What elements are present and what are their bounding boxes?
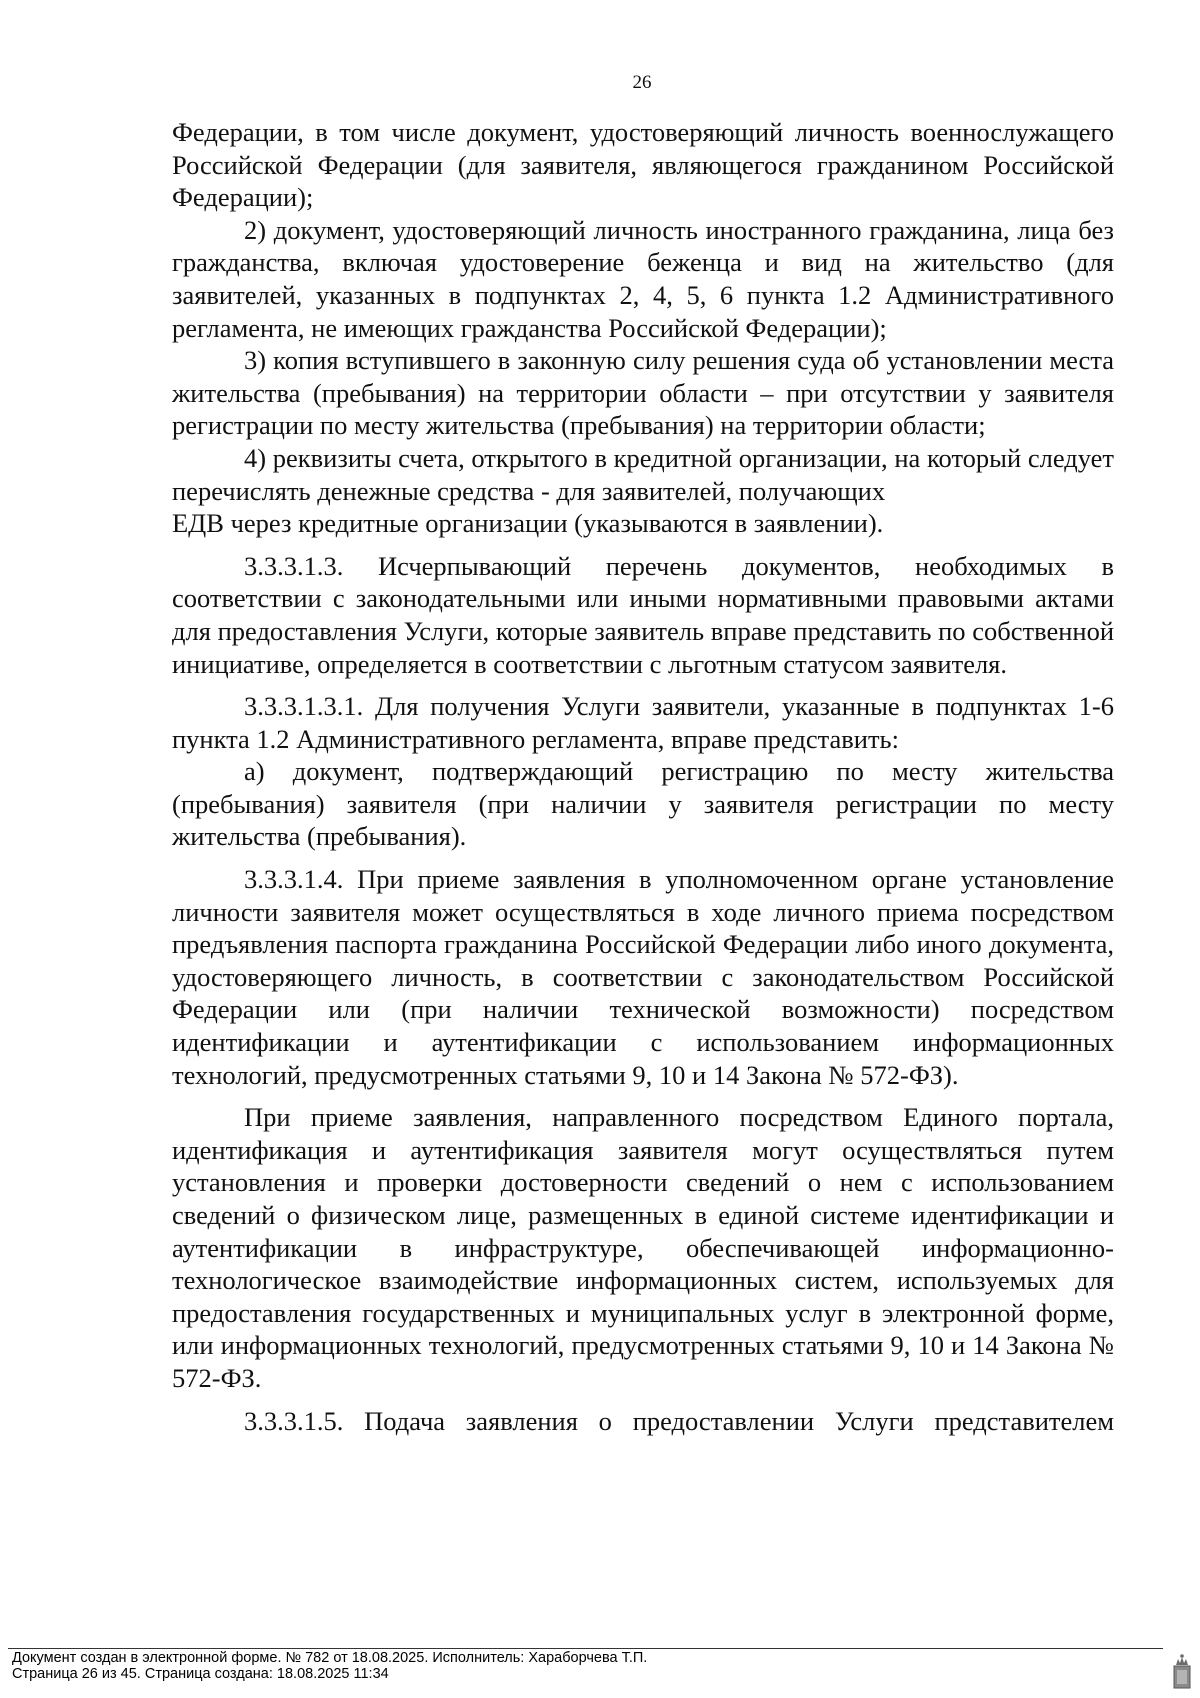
- footer-document-info: Документ создан в электронной форме. № 782 от 18.08.2025. Исполнитель: Хараборчева Т.П.: [12, 1650, 648, 1666]
- document-footer: [12, 1650, 647, 1682]
- footer-divider: [8, 1648, 1163, 1649]
- page-number: 26: [632, 72, 652, 93]
- section-3-3-3-1-3-1: 3.3.3.1.3.1. Для получения Услуги заявители, указанные в подпунктах 1-6 пункта 1.2 Административного регламента, вправе представить:: [172, 691, 1114, 754]
- footer-page-info: Страница 26 из 45. Страница создана: 18.08.2025 11:34: [12, 1666, 389, 1682]
- section-3-3-3-1-5: 3.3.3.1.5. Подача заявления о предоставлении Услуги представителем: [244, 1405, 1114, 1436]
- paragraph-unified-portal: При приеме заявления, направленного посредством Единого портала, идентификация и аутентификация заявителя могут осуществляться путем установления и проверки достоверности сведений о нем с использованием сведений о физическом лице, размещенных в единой системе идентификации и аутентификации в инфраструктуре, обеспечивающей информационно-технологическое взаимодействие информационных систем, используемых для предоставления государственных и муниципальных услуг в электронной форме, или информационных технологий, предусмотренных статьями 9, 10 и 14 Закона № 572-ФЗ.: [172, 1102, 1114, 1393]
- coat-of-arms-icon: [1172, 1652, 1192, 1692]
- section-3-3-3-1-3: 3.3.3.1.3. Исчерпывающий перечень документов, необходимых в соответствии с законодательными или иными нормативными правовыми актами для предоставления Услуги, которые заявитель вправе представить по собственной инициативе, определяется в соответствии с льготным статусом заявителя.: [172, 550, 1114, 679]
- list-item-2: 2) документ, удостоверяющий личность иностранного гражданина, лица без гражданства, включая удостоверение беженца и вид на жительство (для заявителей, указанных в подпунктах 2, 4, 5, 6 пункта 1.2 Административного регламента, не имеющих гражданства Российской Федерации);: [172, 214, 1114, 343]
- paragraph-continuation: Федерации, в том числе документ, удостоверяющий личность военнослужащего Российской Федерации (для заявителя, являющегося гражданином Российской Федерации);: [172, 117, 1114, 213]
- list-item-a: а) документ, подтверждающий регистрацию по месту жительства (пребывания) заявителя (при наличии у заявителя регистрации по месту жительства (пребывания).: [172, 756, 1114, 852]
- document-body: [172, 116, 1114, 1437]
- list-item-4: 4) реквизиты счета, открытого в кредитной организации, на который следует перечислять денежные средства - для заявителей, получающих: [172, 442, 1114, 506]
- section-3-3-3-1-4: 3.3.3.1.4. При приеме заявления в уполномоченном органе установление личности заявителя может осуществляться в ходе личного приема посредством предъявления паспорта гражданина Российской Федерации либо иного документа, удостоверяющего личность, в соответствии с законодательством Российской Федерации или (при наличии технической возможности) посредством идентификации и аутентификации с использованием информационных технологий, предусмотренных статьями 9, 10 и 14 Закона № 572-ФЗ).: [172, 864, 1114, 1090]
- list-item-3: 3) копия вступившего в законную силу решения суда об установлении места жительства (пребывания) на территории области – при отсутствии у заявителя регистрации по месту жительства (пребывания) на территории области;: [172, 345, 1114, 441]
- list-item-4-continuation: ЕДВ через кредитные организации (указываются в заявлении).: [172, 508, 884, 539]
